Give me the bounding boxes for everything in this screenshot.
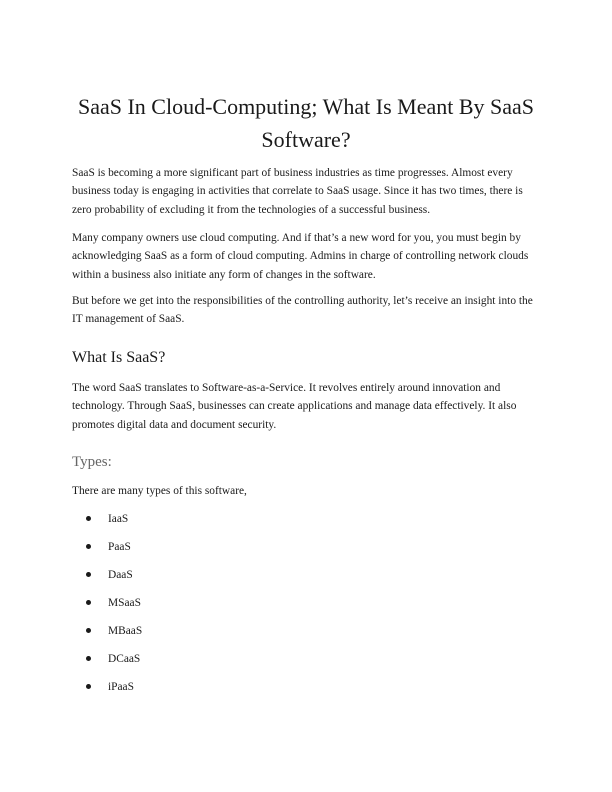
bullet-icon: [86, 656, 91, 661]
document-title: SaaS In Cloud-Computing; What Is Meant By SaaS Software?: [77, 94, 535, 152]
list-item-label: DCaaS: [108, 653, 141, 665]
list-item-label: MBaaS: [108, 625, 143, 637]
bullet-icon: [86, 516, 91, 521]
bullet-icon: [86, 684, 91, 689]
list-item-label: MSaaS: [108, 597, 141, 609]
list-item-label: iPaaS: [108, 681, 134, 693]
list-item-label: PaaS: [108, 541, 131, 553]
intro-paragraph-3: But before we get into the responsibilities of the controlling authority, let’s receive an insight into the IT management of SaaS.: [72, 295, 533, 326]
what-is-saas-paragraph: The word SaaS translates to Software-as-a-Service. It revolves entirely around innovation and technology. Through SaaS, businesses can create applications and manage data effectively. It also promotes digital data and document security.: [72, 382, 517, 431]
bullet-icon: [86, 628, 91, 633]
intro-paragraph-2: Many company owners use cloud computing. And if that’s a new word for you, you must begin by acknowledging SaaS as a form of cloud computing. Admins in charge of controlling network clouds within a business also initiate any form of changes in the software.: [72, 232, 529, 281]
list-item-label: DaaS: [108, 569, 133, 581]
what-is-saas-heading: What Is SaaS?: [72, 349, 166, 366]
types-intro: There are many types of this software,: [72, 485, 247, 497]
types-heading: Types:: [72, 454, 112, 470]
bullet-icon: [86, 600, 91, 605]
bullet-icon: [86, 572, 91, 577]
bullet-icon: [86, 544, 91, 549]
intro-paragraph-1: SaaS is becoming a more significant part of business industries as time progresses. Almost every business today is engaging in activities that correlate to SaaS usage. Since it has two times, there is zero probability of excluding it from the technologies of a successful business.: [72, 167, 523, 216]
list-item-label: IaaS: [108, 513, 129, 525]
